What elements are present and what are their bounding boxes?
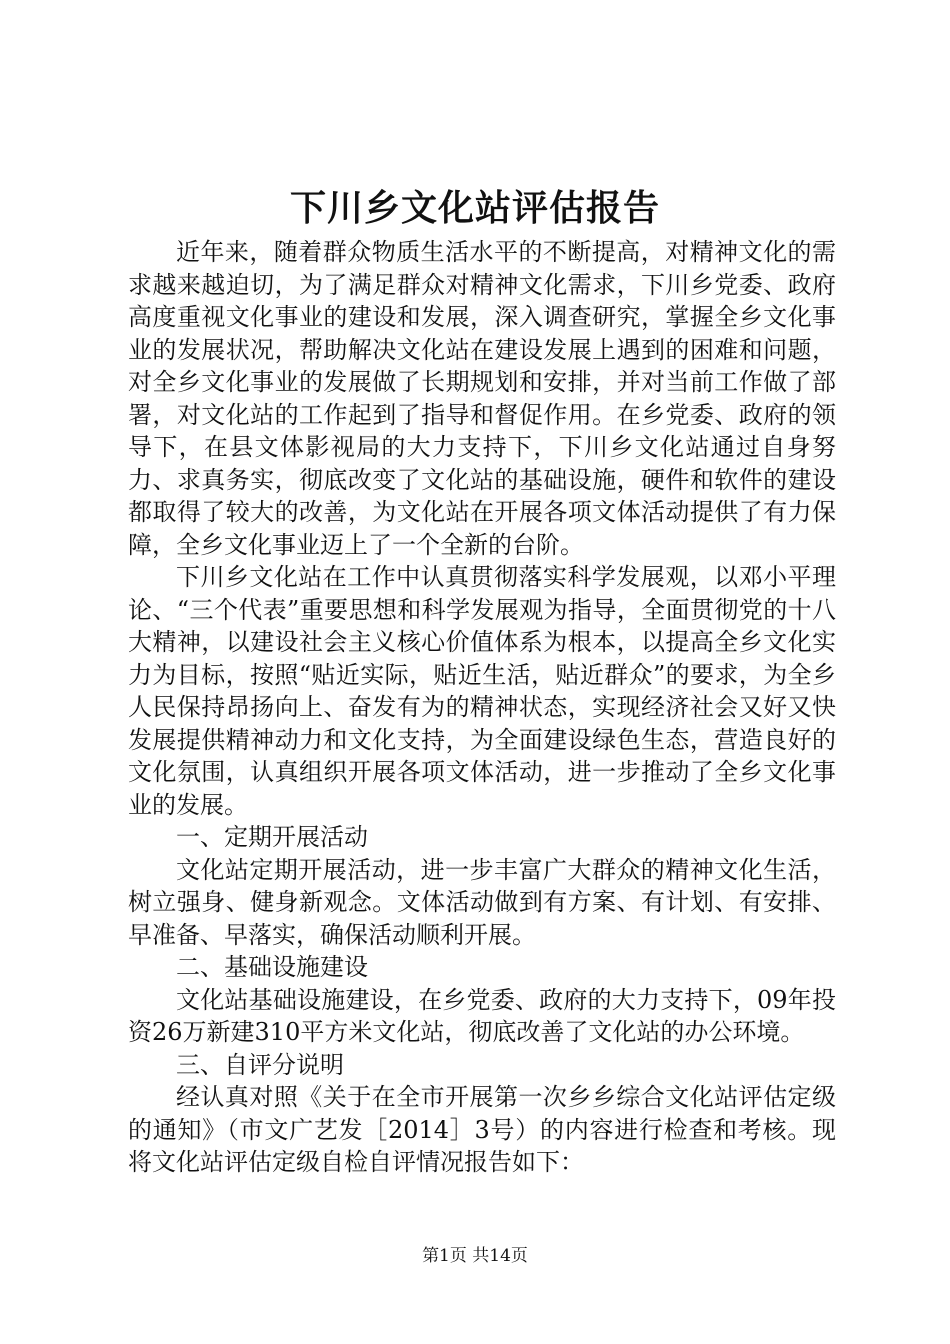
section-heading-infrastructure: 二、基础设施建设 bbox=[176, 953, 368, 981]
section-heading-activities: 一、定期开展活动 bbox=[176, 823, 368, 851]
paragraph-self-evaluation: 经认真对照《关于在全市开展第一次乡乡综合文化站评估定级的通知》（市文广艺发［2014］3号）的内容进行检查和考核。现将文化站评估定级自检自评情况报告如下： bbox=[128, 1083, 836, 1176]
section-heading-self-evaluation: 三、自评分说明 bbox=[176, 1050, 344, 1079]
paragraph-guiding-principles: 下川乡文化站在工作中认真贯彻落实科学发展观，以邓小平理论、“三个代表”重要思想和科学发展观为指导，全面贯彻党的十八大精神，以建设社会主义核心价值体系为根本，以提高全乡文化实力为目标，按照“贴近实际，贴近生活，贴近群众”的要求，为全乡人民保持昂扬向上、奋发有为的精神状态，实现经济社会又好又快发展提供精神动力和文化支持，为全面建设绿色生态，营造良好的文化氛围，认真组织开展各项文体活动，进一步推动了全乡文化事业的发展。 bbox=[128, 563, 836, 819]
document-body bbox=[128, 236, 836, 1179]
paragraph-infrastructure: 文化站基础设施建设，在乡党委、政府的大力支持下，09年投资26万新建310平方米文化站，彻底改善了文化站的办公环境。 bbox=[128, 985, 836, 1046]
paragraph-intro: 近年来，随着群众物质生活水平的不断提高，对精神文化的需求越来越迫切，为了满足群众对精神文化需求，下川乡党委、政府高度重视文化事业的建设和发展，深入调查研究，掌握全乡文化事业的发展状况，帮助解决文化站在建设发展上遇到的困难和问题，对全乡文化事业的发展做了长期规划和安排，并对当前工作做了部署，对文化站的工作起到了指导和督促作用。在乡党委、政府的领导下，在县文体影视局的大力支持下，下川乡文化站通过自身努力、求真务实，彻底改变了文化站的基础设施，硬件和软件的建设都取得了较大的改善，为文化站在开展各项文体活动提供了有力保障，全乡文化事业迈上了一个全新的台阶。 bbox=[128, 238, 836, 559]
page-number-footer: 第1页 共14页 bbox=[422, 1246, 528, 1266]
document-title: 下川乡文化站评估报告 bbox=[289, 187, 660, 229]
paragraph-activities: 文化站定期开展活动，进一步丰富广大群众的精神文化生活，树立强身、健身新观念。文体活动做到有方案、有计划、有安排、早准备、早落实，确保活动顺利开展。 bbox=[128, 855, 836, 949]
